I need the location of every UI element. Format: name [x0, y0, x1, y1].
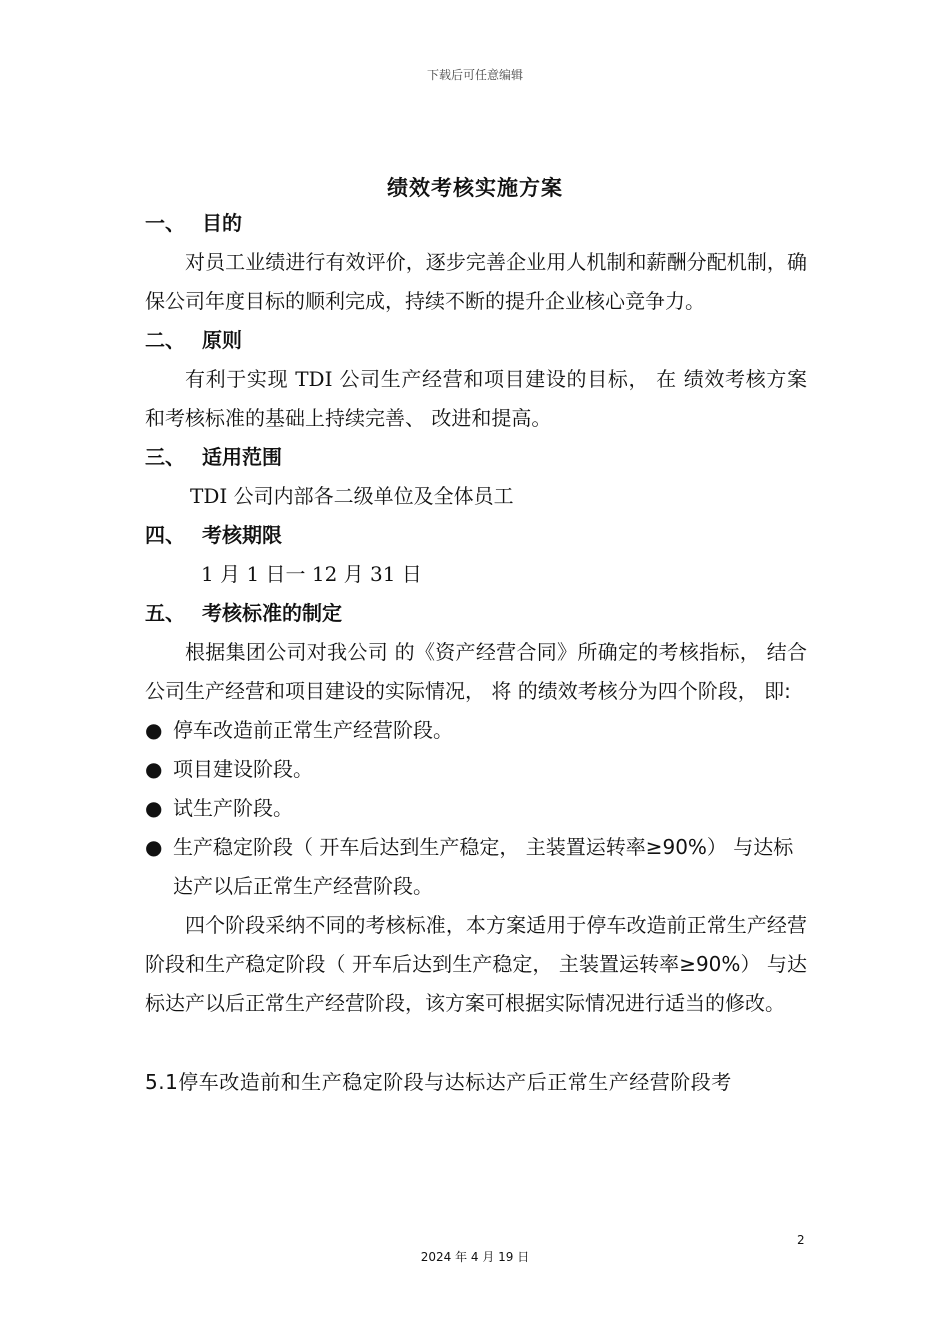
section-heading-period	[145, 516, 807, 555]
document-title: 绩效考核实施方案	[387, 176, 563, 200]
section-number: 三、	[145, 445, 185, 469]
section-heading-principle	[145, 321, 807, 360]
list-item	[145, 711, 807, 750]
paragraph-principle: 有利于实现 TDI 公司生产经营和项目建设的目标， 在 绩效考核方案和考核标准的基础上持续完善、 改进和提高。	[145, 367, 807, 430]
section-number: 五、	[145, 601, 185, 625]
bullet-icon: ●	[145, 796, 163, 820]
page-number: 2	[797, 1233, 805, 1247]
section-heading-purpose	[145, 204, 807, 243]
section-title: 适用范围	[202, 445, 282, 469]
section-title: 目的	[202, 211, 242, 235]
paragraph-standards-applicability: 四个阶段采纳不同的考核标准，本方案适用于停车改造前正常生产经营阶段和生产稳定阶段（ 开车后达到生产稳定， 主装置运转率≥90%） 与达标达产以后正常生产经营阶段，该方案可根据实际情况进行适当的修改。	[145, 913, 807, 1015]
bullet-icon: ●	[145, 835, 163, 859]
bullet-icon: ●	[145, 718, 163, 742]
list-item	[145, 750, 807, 789]
paragraph-period: 1 月 1 日一 12 月 31 日	[201, 562, 422, 586]
document-body	[145, 204, 807, 1102]
list-item-text: 项目建设阶段。	[173, 757, 313, 781]
bullet-icon: ●	[145, 757, 163, 781]
footer-date: 2024 年 4 月 19 日	[420, 1250, 530, 1264]
spacer	[145, 1023, 807, 1063]
page-header: 下载后可任意编辑	[426, 68, 523, 82]
section-heading-scope	[145, 438, 807, 477]
list-item-text: 停车改造前正常生产经营阶段。	[173, 718, 453, 742]
list-item-text: 试生产阶段。	[173, 796, 293, 820]
list-item	[145, 828, 807, 906]
section-title: 考核标准的制定	[202, 601, 342, 625]
section-title: 原则	[202, 328, 242, 352]
section-heading-standards	[145, 594, 807, 633]
section-number: 四、	[145, 523, 185, 547]
paragraph-purpose: 对员工业绩进行有效评价，逐步完善企业用人机制和薪酬分配机制，确保公司年度目标的顺利完成，持续不断的提升企业核心竞争力。	[145, 250, 807, 313]
section-number: 一、	[145, 211, 185, 235]
paragraph-scope: TDI 公司内部各二级单位及全体员工	[190, 484, 514, 508]
list-item	[145, 789, 807, 828]
section-number: 二、	[145, 328, 185, 352]
list-item-text: 生产稳定阶段（ 开车后达到生产稳定， 主装置运转率≥90%） 与达标达产以后正常生产经营阶段。	[173, 835, 794, 898]
paragraph-standards: 根据集团公司对我公司 的《资产经营合同》所确定的考核指标， 结合 公司生产经营和项目建设的实际情况， 将 的绩效考核分为四个阶段， 即:	[145, 640, 807, 703]
subsection-heading: 5.1停车改造前和生产稳定阶段与达标达产后正常生产经营阶段考	[145, 1070, 732, 1094]
section-title: 考核期限	[202, 523, 282, 547]
